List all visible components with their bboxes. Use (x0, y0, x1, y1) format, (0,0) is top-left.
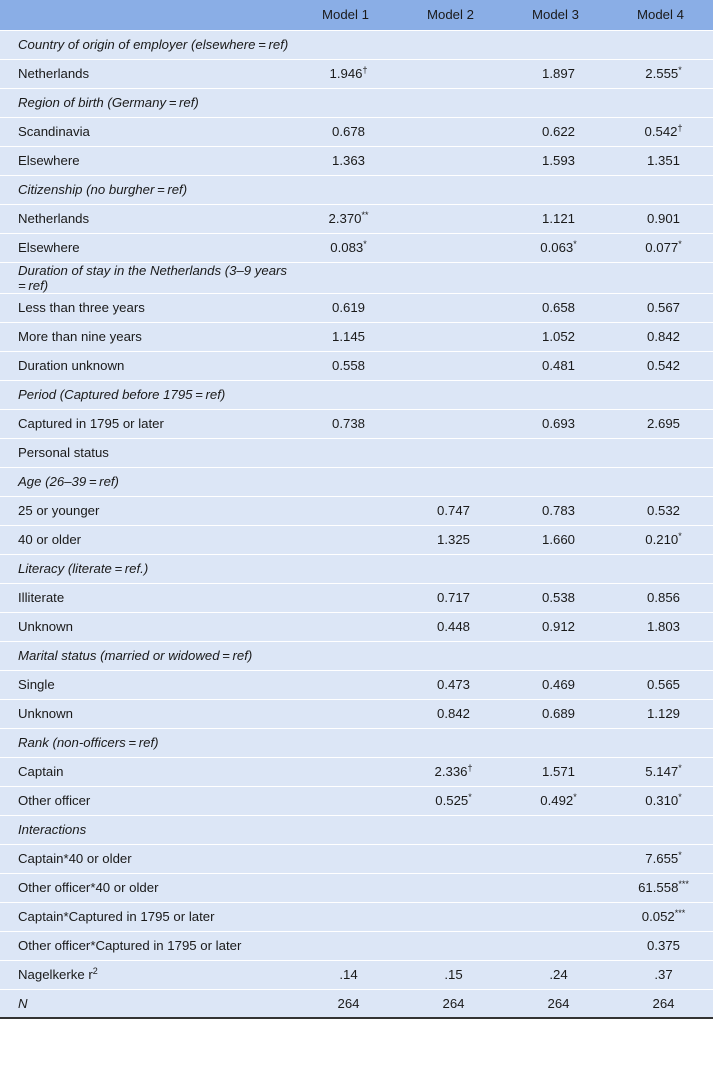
table-row (0, 117, 713, 146)
cell-value: 0.469 (541, 677, 575, 692)
cell-model-1 (293, 989, 398, 1018)
cell-model-2 (398, 204, 503, 233)
cell-model-4 (608, 146, 713, 175)
cell-model-3 (503, 815, 608, 844)
cell-model-4 (608, 844, 713, 873)
cell-model-3 (503, 902, 608, 931)
table-row (0, 554, 713, 583)
row-label: Personal status (0, 438, 293, 467)
cell-model-1 (293, 204, 398, 233)
cell-model-2 (398, 641, 503, 670)
table-row (0, 262, 713, 293)
cell-model-1 (293, 699, 398, 728)
cell-value: 1.593 (541, 153, 575, 168)
cell-model-2 (398, 117, 503, 146)
cell-value: 0.310* (645, 792, 682, 808)
cell-value: 0.842 (436, 706, 470, 721)
row-label: 25 or younger (0, 496, 293, 525)
cell-value: 0.619 (331, 300, 365, 315)
row-label: Other officer (0, 786, 293, 815)
cell-model-3 (503, 786, 608, 815)
cell-value: 0.678 (331, 124, 365, 139)
cell-model-1 (293, 728, 398, 757)
table-row (0, 757, 713, 786)
cell-value: 0.052*** (641, 908, 686, 924)
cell-model-2 (398, 409, 503, 438)
section-heading: Country of origin of employer (elsewhere = ref) (0, 30, 293, 59)
cell-model-4 (608, 438, 713, 467)
cell-model-4 (608, 989, 713, 1018)
table-body (0, 30, 713, 1018)
cell-model-4 (608, 931, 713, 960)
cell-model-3 (503, 467, 608, 496)
header-model-3: Model 3 (503, 0, 608, 30)
cell-value: 0.525* (435, 792, 472, 808)
cell-model-2 (398, 757, 503, 786)
section-heading: Age (26–39 = ref) (0, 467, 293, 496)
significance-marker: † (362, 65, 368, 75)
cell-model-3 (503, 146, 608, 175)
cell-value: 0.842 (646, 329, 680, 344)
cell-value: 1.660 (541, 532, 575, 547)
section-heading: Period (Captured before 1795 = ref) (0, 380, 293, 409)
cell-model-2 (398, 233, 503, 262)
section-heading: Literacy (literate = ref.) (0, 554, 293, 583)
cell-value: 0.912 (541, 619, 575, 634)
cell-value: 5.147* (645, 763, 682, 779)
table-row (0, 612, 713, 641)
cell-value: 0.448 (436, 619, 470, 634)
row-label: Elsewhere (0, 146, 293, 175)
significance-marker: * (678, 763, 682, 773)
cell-value: 61.558*** (638, 879, 689, 895)
cell-model-2 (398, 467, 503, 496)
cell-value: .14 (339, 967, 358, 982)
cell-model-3 (503, 525, 608, 554)
cell-model-3 (503, 322, 608, 351)
cell-model-3 (503, 204, 608, 233)
table-row (0, 786, 713, 815)
header-model-1: Model 1 (293, 0, 398, 30)
cell-value: .15 (444, 967, 463, 982)
cell-model-1 (293, 409, 398, 438)
cell-model-1 (293, 496, 398, 525)
cell-model-4 (608, 351, 713, 380)
cell-value: 0.658 (541, 300, 575, 315)
table-row (0, 670, 713, 699)
row-label: Captain (0, 757, 293, 786)
cell-model-4 (608, 583, 713, 612)
cell-value: .37 (654, 967, 673, 982)
cell-model-3 (503, 262, 608, 293)
cell-value: 0.717 (436, 590, 470, 605)
cell-value: 0.558 (331, 358, 365, 373)
header-model-2: Model 2 (398, 0, 503, 30)
cell-value: 0.738 (331, 416, 365, 431)
cell-model-3 (503, 88, 608, 117)
cell-model-3 (503, 351, 608, 380)
significance-marker: *** (678, 879, 689, 889)
cell-model-4 (608, 728, 713, 757)
table-row (0, 88, 713, 117)
row-label: Captain*Captured in 1795 or later (0, 902, 293, 931)
cell-model-1 (293, 902, 398, 931)
cell-model-1 (293, 351, 398, 380)
cell-value: 0.693 (541, 416, 575, 431)
cell-model-4 (608, 525, 713, 554)
cell-model-1 (293, 380, 398, 409)
significance-marker: * (678, 850, 682, 860)
cell-model-1 (293, 931, 398, 960)
cell-value: 0.532 (646, 503, 680, 518)
row-label: Illiterate (0, 583, 293, 612)
cell-value: 0.538 (541, 590, 575, 605)
cell-model-3 (503, 293, 608, 322)
cell-value: 0.565 (646, 677, 680, 692)
table-row (0, 409, 713, 438)
cell-value: 1.129 (646, 706, 680, 721)
cell-model-1 (293, 554, 398, 583)
cell-model-1 (293, 525, 398, 554)
row-label: Single (0, 670, 293, 699)
cell-model-3 (503, 175, 608, 204)
cell-model-2 (398, 844, 503, 873)
significance-marker: *** (674, 908, 686, 918)
cell-model-3 (503, 554, 608, 583)
table-row (0, 204, 713, 233)
cell-model-1 (293, 786, 398, 815)
cell-model-2 (398, 902, 503, 931)
cell-model-4 (608, 554, 713, 583)
table-row (0, 815, 713, 844)
cell-value: 7.655* (645, 850, 682, 866)
cell-model-4 (608, 262, 713, 293)
significance-marker: * (678, 239, 682, 249)
cell-model-2 (398, 873, 503, 902)
cell-model-3 (503, 641, 608, 670)
cell-model-2 (398, 496, 503, 525)
cell-model-4 (608, 293, 713, 322)
cell-value: 264 (652, 995, 675, 1011)
cell-model-4 (608, 786, 713, 815)
row-label: More than nine years (0, 322, 293, 351)
cell-model-2 (398, 262, 503, 293)
cell-model-4 (608, 670, 713, 699)
cell-model-3 (503, 438, 608, 467)
header-model-4: Model 4 (608, 0, 713, 30)
cell-value: 0.783 (541, 503, 575, 518)
cell-model-3 (503, 728, 608, 757)
table-row (0, 728, 713, 757)
cell-model-4 (608, 757, 713, 786)
table-row (0, 873, 713, 902)
cell-model-2 (398, 322, 503, 351)
row-label: Nagelkerke $r^2$ (0, 960, 293, 989)
cell-model-2 (398, 554, 503, 583)
table-row (0, 30, 713, 59)
table-row (0, 175, 713, 204)
cell-model-1 (293, 612, 398, 641)
significance-marker: † (677, 123, 683, 133)
cell-model-1 (293, 322, 398, 351)
cell-value: 0.689 (541, 706, 575, 721)
section-heading: Interactions (0, 815, 293, 844)
cell-model-2 (398, 30, 503, 59)
cell-model-1 (293, 117, 398, 146)
cell-value: 264 (547, 995, 570, 1011)
cell-model-2 (398, 59, 503, 88)
section-heading: Citizenship (no burgher = ref) (0, 175, 293, 204)
cell-model-2 (398, 438, 503, 467)
row-label: Other officer*40 or older (0, 873, 293, 902)
cell-model-2 (398, 146, 503, 175)
row-label: Unknown (0, 699, 293, 728)
row-label: Netherlands (0, 59, 293, 88)
cell-model-4 (608, 409, 713, 438)
significance-marker: * (678, 792, 682, 802)
cell-model-3 (503, 583, 608, 612)
cell-value: 264 (442, 995, 465, 1011)
cell-value: 0.492* (540, 792, 577, 808)
cell-model-4 (608, 467, 713, 496)
cell-value: 1.351 (646, 153, 680, 168)
table-row (0, 902, 713, 931)
cell-value: 1.052 (541, 329, 575, 344)
row-label: Scandinavia (0, 117, 293, 146)
cell-value: 1.571 (541, 764, 575, 779)
significance-marker: * (573, 239, 577, 249)
cell-model-1 (293, 670, 398, 699)
significance-marker: ** (361, 210, 369, 220)
cell-value: 0.375 (646, 938, 680, 953)
cell-model-3 (503, 873, 608, 902)
significance-marker: * (678, 531, 682, 541)
cell-value: 0.473 (436, 677, 470, 692)
table-row (0, 844, 713, 873)
row-label: Captain*40 or older (0, 844, 293, 873)
cell-value: 0.481 (541, 358, 575, 373)
cell-value: 0.567 (646, 300, 680, 315)
cell-model-4 (608, 902, 713, 931)
table-row (0, 989, 713, 1018)
cell-model-2 (398, 293, 503, 322)
cell-model-1 (293, 233, 398, 262)
row-label: Elsewhere (0, 233, 293, 262)
cell-model-3 (503, 844, 608, 873)
cell-model-1 (293, 146, 398, 175)
header-label-column (0, 0, 293, 30)
cell-model-1 (293, 30, 398, 59)
cell-model-2 (398, 525, 503, 554)
table-row (0, 293, 713, 322)
row-label: Duration unknown (0, 351, 293, 380)
cell-model-1 (293, 757, 398, 786)
table-row (0, 496, 713, 525)
cell-value: 0.210* (645, 531, 682, 547)
cell-model-3 (503, 989, 608, 1018)
cell-model-2 (398, 960, 503, 989)
table-row (0, 641, 713, 670)
cell-model-1 (293, 844, 398, 873)
table-row (0, 233, 713, 262)
cell-model-4 (608, 88, 713, 117)
cell-model-4 (608, 233, 713, 262)
cell-model-3 (503, 380, 608, 409)
significance-marker: * (573, 792, 577, 802)
cell-model-4 (608, 815, 713, 844)
cell-model-3 (503, 699, 608, 728)
cell-model-4 (608, 175, 713, 204)
cell-model-1 (293, 293, 398, 322)
row-label: Unknown (0, 612, 293, 641)
cell-model-4 (608, 380, 713, 409)
cell-model-4 (608, 117, 713, 146)
table-header (0, 0, 713, 30)
cell-value: 0.077* (645, 239, 682, 255)
cell-model-3 (503, 409, 608, 438)
cell-model-2 (398, 351, 503, 380)
table-row (0, 438, 713, 467)
cell-value: 0.856 (646, 590, 680, 605)
row-label: 40 or older (0, 525, 293, 554)
cell-model-4 (608, 960, 713, 989)
cell-model-3 (503, 496, 608, 525)
table-row (0, 583, 713, 612)
table-row (0, 960, 713, 989)
cell-model-4 (608, 699, 713, 728)
cell-model-1 (293, 88, 398, 117)
section-heading: Marital status (married or widowed = ref) (0, 641, 293, 670)
cell-value: 2.695 (646, 416, 680, 431)
cell-value: 0.542 (646, 358, 680, 373)
section-heading: Rank (non-officers = ref) (0, 728, 293, 757)
cell-value: 1.145 (331, 329, 365, 344)
row-label: Netherlands (0, 204, 293, 233)
cell-model-2 (398, 612, 503, 641)
cell-value: 0.063* (540, 239, 577, 255)
significance-marker: * (468, 792, 472, 802)
cell-model-1 (293, 59, 398, 88)
cell-model-3 (503, 59, 608, 88)
cell-value: 0.901 (646, 211, 680, 226)
cell-value: 0.083* (330, 239, 367, 255)
cell-value: 0.542† (644, 123, 683, 139)
cell-value: 2.336† (434, 763, 473, 779)
cell-model-3 (503, 612, 608, 641)
cell-value: 264 (337, 995, 360, 1011)
cell-value: .24 (549, 967, 568, 982)
cell-model-1 (293, 873, 398, 902)
section-heading: Duration of stay in the Netherlands (3–9 years = ref) (0, 262, 293, 293)
cell-model-1 (293, 262, 398, 293)
cell-model-2 (398, 88, 503, 117)
cell-model-2 (398, 931, 503, 960)
header-row (0, 0, 713, 30)
cell-model-1 (293, 175, 398, 204)
cell-model-3 (503, 117, 608, 146)
cell-model-2 (398, 175, 503, 204)
cell-model-3 (503, 30, 608, 59)
cell-model-2 (398, 728, 503, 757)
cell-model-4 (608, 496, 713, 525)
cell-model-1 (293, 960, 398, 989)
cell-model-2 (398, 786, 503, 815)
table-row (0, 59, 713, 88)
cell-model-2 (398, 989, 503, 1018)
cell-model-4 (608, 59, 713, 88)
cell-model-2 (398, 670, 503, 699)
row-label: Less than three years (0, 293, 293, 322)
cell-model-4 (608, 204, 713, 233)
cell-value: 2.370** (328, 210, 369, 226)
cell-model-4 (608, 30, 713, 59)
table-row (0, 351, 713, 380)
cell-model-2 (398, 583, 503, 612)
cell-model-1 (293, 583, 398, 612)
cell-value: 1.363 (331, 153, 365, 168)
cell-model-1 (293, 438, 398, 467)
section-heading: Region of birth (Germany = ref) (0, 88, 293, 117)
significance-marker: † (467, 763, 473, 773)
cell-model-1 (293, 641, 398, 670)
significance-marker: * (363, 239, 367, 249)
row-label: Other officer*Captured in 1795 or later (0, 931, 293, 960)
cell-value: 0.622 (541, 124, 575, 139)
cell-value: 1.897 (541, 66, 575, 81)
exponent: 2 (92, 966, 98, 976)
cell-value: 1.325 (436, 532, 470, 547)
cell-value: 1.946† (329, 65, 368, 81)
cell-model-2 (398, 699, 503, 728)
cell-model-4 (608, 322, 713, 351)
table-row (0, 380, 713, 409)
cell-model-1 (293, 467, 398, 496)
cell-model-4 (608, 612, 713, 641)
table-row (0, 931, 713, 960)
table-row (0, 699, 713, 728)
cell-model-3 (503, 931, 608, 960)
table-row (0, 467, 713, 496)
cell-model-3 (503, 960, 608, 989)
cell-model-3 (503, 670, 608, 699)
cell-model-4 (608, 641, 713, 670)
cell-model-3 (503, 233, 608, 262)
cell-value: 1.121 (541, 211, 575, 226)
row-label: Captured in 1795 or later (0, 409, 293, 438)
significance-marker: * (678, 65, 682, 75)
cell-model-2 (398, 815, 503, 844)
cell-value: 2.555* (645, 65, 682, 81)
cell-model-1 (293, 815, 398, 844)
cell-value: 1.803 (646, 619, 680, 634)
cell-model-4 (608, 873, 713, 902)
section-heading: N (0, 989, 293, 1018)
cell-value: 0.747 (436, 503, 470, 518)
table-row (0, 146, 713, 175)
cell-model-3 (503, 757, 608, 786)
table-row (0, 525, 713, 554)
table-row (0, 322, 713, 351)
cell-model-2 (398, 380, 503, 409)
